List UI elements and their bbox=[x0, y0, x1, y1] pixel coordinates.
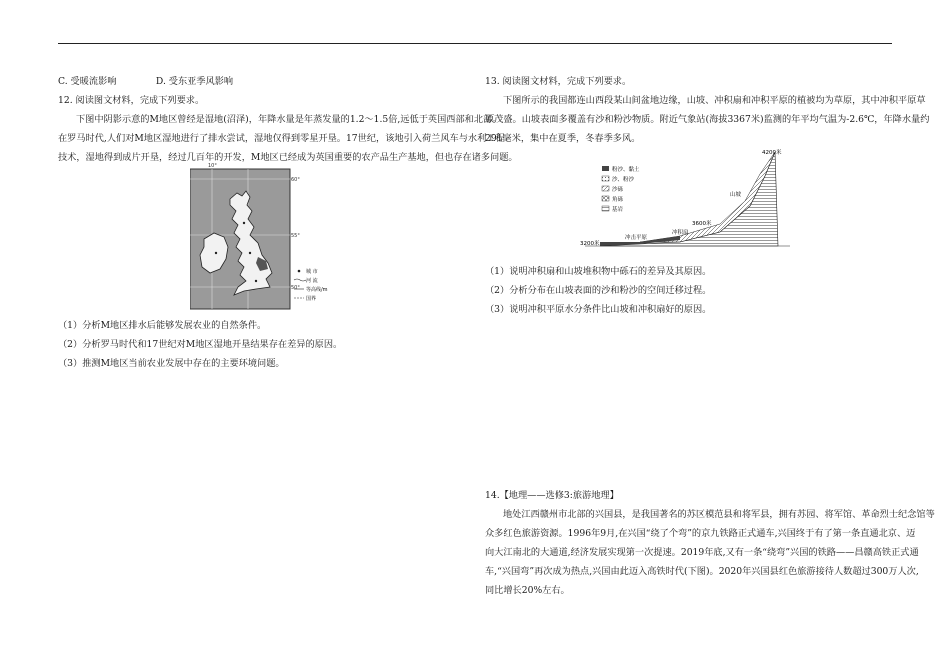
q13-sub: （1）说明冲积扇和山坡堆积物中砾石的差异及其原因。 bbox=[485, 266, 712, 277]
q13-line: 下图所示的我国都连山西段某山间盆地边缘，山坡、冲积扇和冲积平原的植被均为草原，其中冲积平原草 bbox=[503, 95, 926, 106]
legend-city: 城 市 bbox=[306, 269, 318, 275]
q12-title: 12. 阅读图文材料，完成下列要求。 bbox=[58, 95, 205, 106]
fan-elevation-label: 3600米 bbox=[692, 221, 712, 227]
q12-sub: （2）分析罗马时代和17世纪对M地区湿地开垦结果存在差异的原因。 bbox=[58, 339, 343, 350]
q12-subquestions bbox=[58, 316, 478, 373]
q14-title: 14.【地理——选修3:旅游地理】 bbox=[485, 490, 619, 501]
q12-line: 下图中阴影示意的M地区曾经是湿地(沼泽)，年降水量是年蒸发量的1.2～1.5倍,远低于英国西部和北部。 bbox=[76, 114, 502, 125]
q13-subquestions bbox=[485, 262, 895, 319]
legend-bedrock: 基岩 bbox=[612, 207, 624, 213]
q13-title: 13. 阅读图文材料，完成下列要求。 bbox=[485, 76, 632, 87]
peak-elevation-label: 4200米 bbox=[762, 150, 782, 156]
profile-legend bbox=[602, 165, 640, 213]
alluvial-plain-label: 冲击平原 bbox=[625, 235, 648, 241]
right-column bbox=[485, 72, 930, 148]
base-elevation-label: 3200米 bbox=[580, 241, 600, 247]
mountain-slope-label: 山坡 bbox=[730, 192, 742, 198]
q12-line: 在罗马时代,人们对M地区湿地进行了排水尝试，湿地仅得到零星开垦。17世纪，该地引入荷兰风车与水利工程 bbox=[58, 133, 505, 144]
q14-line: 同比增长20%左右。 bbox=[485, 585, 570, 596]
q13-sub: （3）说明冲积平原水分条件比山坡和冲积扇好的原因。 bbox=[485, 304, 712, 315]
header-rule bbox=[58, 43, 892, 44]
q12-sub: （3）推测M地区当前农业发展中存在的主要环境问题。 bbox=[58, 358, 285, 369]
q14-line: 向大江南北的大通道,经济发展实现第一次提速。2019年底,又有一条“绕弯”兴国的铁路——昌赣高铁正式通 bbox=[485, 547, 919, 558]
q13-line: 291毫米，集中在夏季，冬春季多风。 bbox=[485, 133, 641, 144]
q14-block bbox=[485, 486, 935, 600]
legend-silt-clay: 粉沙、黏土 bbox=[612, 167, 640, 173]
option-d: D. 受东亚季风影响 bbox=[155, 76, 234, 87]
legend-breccia: 角砾 bbox=[612, 197, 624, 203]
q14-line: 地处江西赣州市北部的兴国县，是我国著名的苏区模范县和将军县，拥有苏园、将军馆、革命烈士纪念馆等 bbox=[503, 509, 935, 520]
option-c: C. 受暖流影响 bbox=[58, 76, 117, 87]
map-lon-label: 10° bbox=[208, 163, 217, 169]
options-row bbox=[58, 72, 478, 91]
legend-border: 国界 bbox=[306, 296, 317, 302]
q14-line: 车,“兴国弯”再次成为热点,兴国由此迈入高铁时代(下图)。2020年兴国县红色旅游接待人数超过300万人次, bbox=[485, 566, 919, 577]
legend-river: 河 流 bbox=[306, 278, 318, 284]
legend-contour: 等高线/m bbox=[306, 287, 328, 293]
map-lat-60-label: 60° bbox=[291, 177, 300, 183]
q12-line: 技术，湿地得到成片开垦，经过几百年的开发，M地区已经成为英国重要的农产品生产基地，但也存在诸多问题。 bbox=[58, 152, 518, 163]
map-lat-50-label: 50° bbox=[291, 285, 300, 291]
map-lat-55-label: 55° bbox=[291, 233, 300, 239]
legend-gravel: 沙砾 bbox=[612, 187, 624, 193]
q12-sub: （1）分析M地区排水后能够发展农业的自然条件。 bbox=[58, 320, 267, 331]
q14-line: 众多红色旅游资源。1996年9月,在兴国“绕了个弯”的京九铁路正式通车,兴国终于有了第一条直通北京、迈 bbox=[485, 528, 916, 539]
q13-line: 原茂盛。山坡表面多覆盖有沙和粉沙物质。附近气象站(海拔3367米)监测的年平均气温为-2.6℃，年降水量约 bbox=[485, 114, 930, 125]
legend-sand-silt: 沙、粉沙 bbox=[612, 177, 635, 183]
alluvial-fan-label: 冲积扇 bbox=[672, 230, 689, 236]
left-column bbox=[58, 72, 518, 167]
q13-sub: （2）分析分布在山坡表面的沙和粉沙的空间迁移过程。 bbox=[485, 285, 712, 296]
profile-figure bbox=[580, 146, 805, 258]
uk-map-figure bbox=[190, 163, 370, 313]
